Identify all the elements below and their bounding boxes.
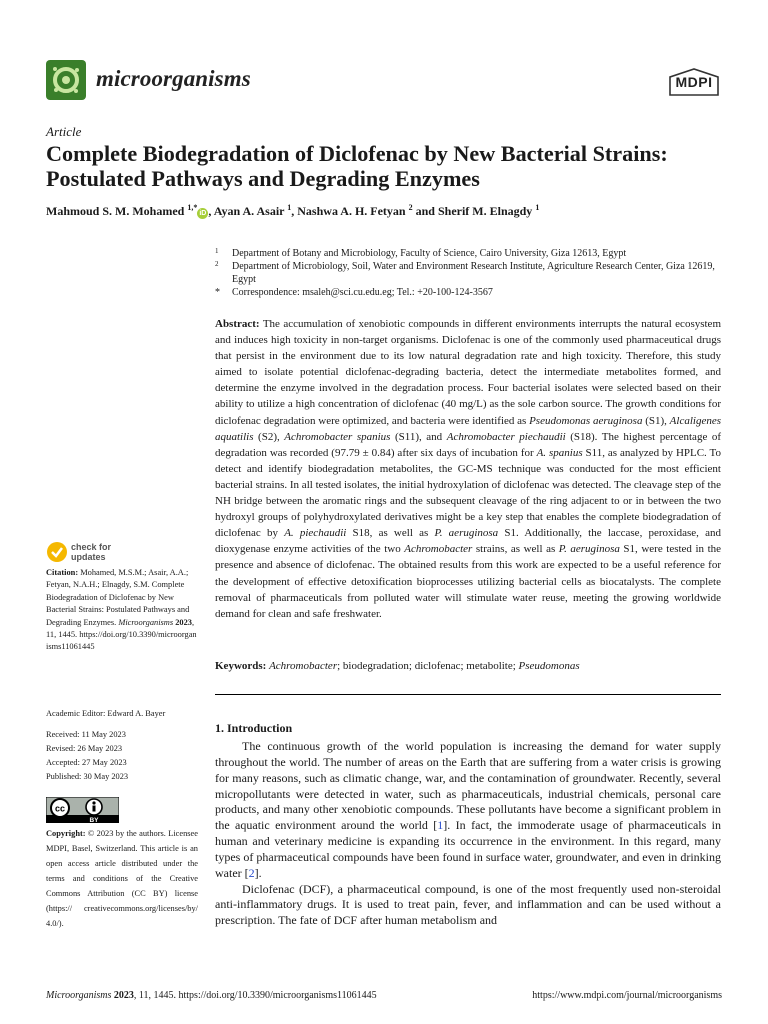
abstract-text: (S1), <box>642 414 670 427</box>
species-name: P. aeruginosa <box>558 543 620 556</box>
affiliation-number: 1 <box>215 247 219 255</box>
footer-journal-url[interactable]: https://www.mdpi.com/journal/microorganisms <box>532 990 722 1001</box>
abstract-text: (S11), and <box>390 430 447 443</box>
received-date: Received: 11 May 2023 <box>46 730 126 739</box>
keyword: Achromobacter <box>269 660 338 672</box>
abstract-text: strains, as well as <box>472 543 559 556</box>
abstract-text: S1. Additionally, the laccase, peroxidase, and dioxygenase enzyme activities of the two <box>215 527 721 556</box>
species-name: A. spanius <box>536 446 583 459</box>
author-affiliation-marker: 1 <box>535 203 540 212</box>
species-name: Achromobacter <box>404 543 473 556</box>
citation-volume: , 11, 1445. <box>46 617 195 640</box>
abstract <box>215 316 721 622</box>
keyword: Pseudomonas <box>518 660 580 672</box>
species-name: P. aeruginosa <box>434 527 499 540</box>
species-name: Achromobacter piechaudii <box>446 430 566 443</box>
abstract-text: The accumulation of xenobiotic compounds in different environments interrupts the natural ecosystem and induces high toxicity in non-target organisms. Diclofenac is one of the commonly used pharmaceutical drugs that persist in the environment due to its low natural degradation rate and high toxicity. Therefore, this study aimed to isolate potential diclofenac-degrading bacteria, detect the intermediate metabolites formed, and determine the enzyme involved in the degradation process. Four bacterial isolates were selected based on their ability to utilize a high concentration of diclofenac (40 mg/L) as the sole carbon source. The growth conditions for diclofenac degradation were optimized, and bacteria were identified as <box>215 318 721 427</box>
accepted-date: Accepted: 27 May 2023 <box>46 758 127 767</box>
cc-by-label: BY <box>89 817 99 823</box>
check-for-updates-line: check for <box>71 542 112 552</box>
check-for-updates-icon[interactable] <box>46 541 68 563</box>
copyright-label: Copyright: <box>46 829 86 838</box>
article-type: Article <box>46 124 82 139</box>
keywords-label: Keywords: <box>215 660 267 672</box>
author-affiliation-marker: 2 <box>408 203 413 212</box>
check-for-updates[interactable] <box>71 542 111 562</box>
affiliation-number: 2 <box>215 260 219 268</box>
citation-year: 2023 <box>173 617 192 627</box>
abstract-text: S1, were tested in the presence and absence of diclofenac. The obtained results from this work are expected to be a useful reference for the development of effective detoxification bioprocesses utilizing bacterial cells as biocatalysts. The complete removal of pharmaceuticals from polluted water will stimulate water reuse, meeting the growing worldwide demand for clean and safe freshwater. <box>215 543 722 620</box>
author-name[interactable]: Nashwa A. H. Fetyan <box>297 204 406 218</box>
author-name[interactable]: Mahmoud S. M. Mohamed <box>46 204 185 218</box>
section-heading: 1. Introduction <box>215 721 293 735</box>
footer-journal: Microorganisms <box>46 990 112 1001</box>
paragraph: Diclofenac (DCF), a pharmaceutical compound, is one of the most frequently used non-steroidal anti-inflammatory drugs. It is used to treat pain, fever, and inflammation and can be used without a prescription. The fate of DCF after human metabolism and <box>215 881 721 928</box>
citation-text: Mohamed, M.S.M.; Asair, A.A.; Fetyan, N.A.H.; Elnagdy, S.M. Complete Biodegradation of Diclofenac by New Bacterial Strains: Postulated Pathways and Degrading Enzymes. <box>46 568 190 627</box>
publisher-name: MDPI <box>675 74 713 90</box>
copyright-text: © 2023 by the authors. Licensee MDPI, Basel, Switzerland. This article is an open access article distributed under the terms and conditions of the Creative Commons Attribution (CC BY) license (https:// creativecommons.org/licenses/by/ 4.0/). <box>46 829 198 928</box>
footer-citation <box>46 990 377 1001</box>
species-name: Achromobacter spanius <box>284 430 391 443</box>
svg-text:cc: cc <box>54 803 66 814</box>
journal-name: microorganisms <box>96 66 251 91</box>
section-divider <box>215 694 721 695</box>
correspondence-text[interactable]: Correspondence: msaleh@sci.cu.edu.eg; Tel.: +20-100-124-3567 <box>232 287 493 298</box>
author-affiliation-marker: 1 <box>287 203 292 212</box>
orcid-icon[interactable]: iD <box>199 210 207 217</box>
article-title: Complete Biodegradation of Diclofenac by New Bacterial Strains: Postulated Pathways and Degrading Enzymes <box>46 141 668 191</box>
keyword: ; biodegradation; diclofenac; metabolite; <box>337 660 519 672</box>
author-name[interactable]: Ayan A. Asair <box>213 204 285 218</box>
revised-date: Revised: 26 May 2023 <box>46 744 123 753</box>
species-name: Alcaligenes aquatilis <box>215 414 721 443</box>
abstract-label: Abstract: <box>215 318 260 330</box>
paragraph-text: ]. In fact, the immoderate usage of pharmaceuticals in human and veterinary medicine is expanding its occurrence in the environment. In this regard, many types of pharmaceutical compounds have been found in surface water, groundwater, and even in drinking water [ <box>215 818 721 880</box>
affiliation-text: Department of Microbiology, Soil, Water and Environment Research Institute, Agriculture Research Center, Giza 12619, Egypt <box>232 261 715 285</box>
citation-journal: Microorganisms <box>118 617 174 627</box>
citation-doi-link[interactable]: https://doi.org/10.3390/microorganisms11061445 <box>46 630 197 652</box>
academic-editor: Academic Editor: Edward A. Bayer <box>46 709 166 718</box>
reference-link[interactable]: 2 <box>248 865 255 880</box>
footer-year: 2023 <box>111 990 134 1001</box>
correspondence-marker: * <box>215 287 220 298</box>
abstract-text: (S18). The highest percentage of degradation was recorded (97.79 ± 0.84) after six days of incubation for <box>215 430 722 459</box>
species-name: Pseudomonas aeruginosa <box>529 414 643 427</box>
abstract-text: S18, as well as <box>346 527 435 540</box>
footer-doi-link[interactable]: , 11, 1445. https://doi.org/10.3390/microorganisms11061445 <box>133 990 377 1001</box>
paragraph <box>215 739 721 882</box>
citation-block <box>46 567 198 654</box>
cc-by-license-icon[interactable] <box>46 797 119 823</box>
published-date: Published: 30 May 2023 <box>46 772 129 781</box>
species-name: A. piechaudii <box>284 527 347 540</box>
reference-link[interactable]: 1 <box>437 818 444 833</box>
author-affiliation-marker: 1,* <box>187 203 198 212</box>
paragraph-text: The continuous growth of the world population is increasing the demand for water supply throughout the world. The number of areas on the Earth that are suffering from a water crisis is growing for many reasons, such as climatic change, war, and the contamination of groundwater. Recently, several micropollutants were detected in water, such as pharmaceuticals, industrial chemicals, personal care products, and many other xenobiotic compounds. These pollutants have become a significant problem in the aquatic environment around the world [ <box>215 739 721 833</box>
intro-body <box>215 739 721 929</box>
abstract-text: S11, as analyzed by HPLC. To detect and identify biodegradation metabolites, the GC-MS technique was conducted for the most efficient bacterial strains. In all tested isolates, the initial hydroxylation of diclofenac was detected. The cleavage step of the NH bridge between the aromatic rings and the subsequent cleavage of the ring adjacent to or in between the two hydroxyl groups of polyhydroxylated derivatives might be a key step that enables the complete biodegradation of diclofenac by <box>215 446 721 540</box>
abstract-text: (S2), <box>253 430 285 443</box>
journal-logo-icon <box>46 60 86 100</box>
copyright-notice <box>46 826 198 931</box>
paragraph-text: ]. <box>254 865 262 880</box>
citation-label: Citation: <box>46 568 79 577</box>
author-list: Mahmoud S. M. Mohamed $^{1,*}$iD , Ayan A. Asair $^1$, Nashwa A. H. Fetyan $^2$ and Sherif M. Elnagdy $^1$ <box>46 203 540 218</box>
author-name[interactable]: Sherif M. Elnagdy <box>437 204 533 218</box>
affiliation-text: Department of Botany and Microbiology, Faculty of Science, Cairo University, Giza 12613, Egypt <box>232 248 627 259</box>
check-for-updates-line: updates <box>71 552 106 562</box>
keywords <box>215 660 721 672</box>
author-conjunction: and <box>415 204 435 218</box>
